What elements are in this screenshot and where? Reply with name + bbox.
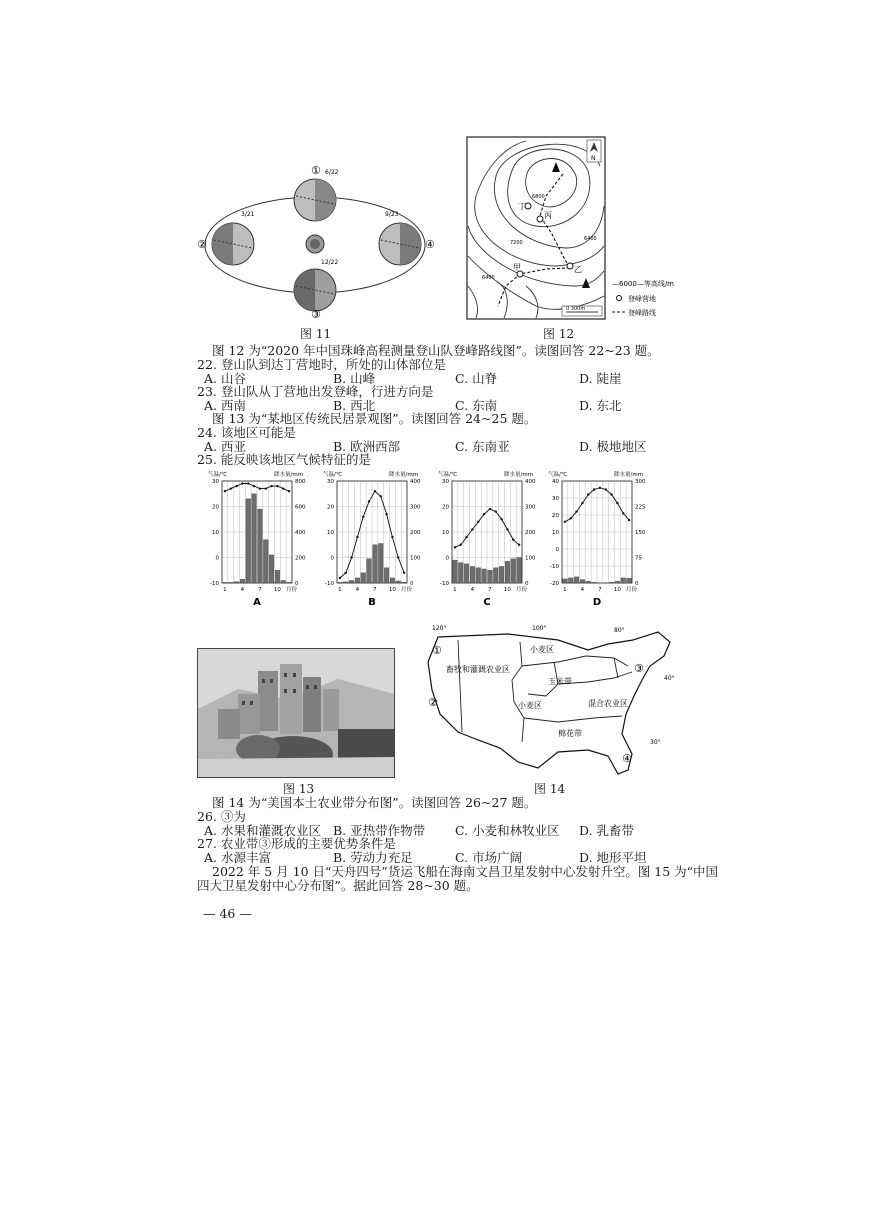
- precip-bar-B: [349, 580, 354, 583]
- q22-option-d: D. 陡崖: [579, 371, 622, 386]
- precip-tick-B: 100: [410, 555, 421, 562]
- temp-point-B: [403, 572, 405, 574]
- temp-point-B: [345, 572, 347, 574]
- precip-bar-C: [453, 560, 458, 583]
- temp-point-B: [385, 513, 387, 515]
- position-label-2: ②: [197, 238, 207, 251]
- precip-tick-B: 400: [410, 479, 421, 485]
- precip-bar-A: [234, 582, 239, 583]
- contour-label-0: 6800: [532, 194, 545, 200]
- region-corn-belt: 玉米带: [548, 677, 572, 686]
- legend-contour: —6000—等高线/m: [612, 280, 674, 288]
- temp-axis-label-B: 气温/℃: [323, 472, 343, 478]
- temp-tick-D: 40: [552, 479, 559, 485]
- scale-label: 0 300m: [566, 306, 586, 312]
- q26-option-a: A. 水果和灌溉农业区: [204, 823, 321, 838]
- precip-bar-D: [574, 577, 579, 583]
- month-tick-D: 7: [598, 587, 602, 593]
- precip-bar-A: [281, 580, 286, 583]
- chart-label-C: C: [483, 597, 491, 608]
- question-27-stem: 27. 农业带③形成的主要优势条件是: [197, 836, 396, 851]
- month-tick-D: 4: [580, 587, 585, 593]
- precip-bar-C: [464, 564, 469, 583]
- q23-option-b: B. 西北: [333, 398, 376, 413]
- temp-point-B: [380, 495, 382, 497]
- temp-point-D: [628, 519, 630, 521]
- intro-figure-12: 图 12 为“2020 年中国珠峰高程测量登山队登峰路线图”。读图回答 22~23 题。: [212, 343, 660, 358]
- temp-tick-C: -10: [440, 581, 449, 587]
- precip-tick-C: 100: [525, 555, 536, 562]
- region-cotton-belt: 棉花带: [558, 729, 582, 738]
- temp-tick-C: 0: [445, 555, 449, 562]
- temp-point-B: [356, 536, 358, 538]
- coord-40: 40°: [664, 675, 675, 682]
- precip-bar-C: [517, 558, 522, 584]
- figure-12-contour-map: [466, 136, 676, 321]
- intro-figure-13: 图 13 为“某地区传统民居景观图”。读图回答 24~25 题。: [212, 411, 537, 426]
- precip-bar-C: [511, 559, 516, 583]
- climate-chart-B: [323, 470, 421, 608]
- month-tick-D: 1: [563, 587, 567, 593]
- precip-bar-A: [269, 555, 274, 583]
- precip-bar-B: [390, 578, 395, 583]
- coord-120: 120°: [432, 625, 447, 632]
- precip-bar-A: [275, 570, 280, 583]
- precip-bar-D: [609, 582, 614, 583]
- map-circle-1: ①: [432, 644, 442, 657]
- precip-bar-A: [252, 494, 257, 583]
- temp-tick-B: 20: [327, 504, 334, 511]
- temp-point-C: [477, 521, 479, 523]
- point-label-jia: 甲: [513, 263, 521, 272]
- temp-point-A: [241, 482, 243, 484]
- temp-point-C: [512, 538, 514, 540]
- precip-bar-C: [476, 568, 481, 583]
- month-tick-B: 4: [355, 587, 360, 593]
- chart-label-B: B: [368, 597, 376, 608]
- traditional-dwellings-image: [198, 649, 394, 777]
- temp-point-A: [288, 490, 290, 492]
- intro-figure-14: 图 14 为“美国本土农业带分布图”。读图回答 26~27 题。: [212, 795, 537, 810]
- precip-bar-D: [563, 579, 568, 583]
- q27-option-b: B. 劳动力充足: [333, 850, 413, 865]
- temp-point-D: [610, 493, 612, 495]
- precip-bar-A: [258, 509, 263, 583]
- temp-point-C: [500, 518, 502, 520]
- region-livestock-irrigation: 畜牧和灌溉农业区: [446, 665, 510, 674]
- precip-bar-B: [338, 582, 343, 583]
- precip-bar-A: [246, 499, 251, 583]
- precip-bar-A: [287, 582, 292, 583]
- temp-point-C: [454, 546, 456, 548]
- temp-tick-D: 30: [552, 496, 559, 502]
- temp-point-B: [374, 490, 376, 492]
- temp-point-C: [460, 544, 462, 546]
- climate-chart-A: [208, 470, 306, 608]
- precip-bar-C: [493, 568, 498, 583]
- q24-option-d: D. 极地地区: [579, 439, 647, 454]
- coord-100: 100°: [532, 625, 547, 632]
- precip-bar-B: [396, 581, 401, 583]
- figure-14-usa-map: [418, 622, 678, 782]
- temp-point-D: [593, 488, 595, 490]
- temp-point-C: [495, 510, 497, 512]
- precip-bar-D: [586, 581, 591, 583]
- camp-bing: [537, 216, 543, 222]
- precip-tick-A: 400: [295, 530, 306, 536]
- precip-tick-C: 0: [525, 581, 529, 587]
- figure-13-caption: 图 13: [283, 782, 315, 796]
- map-circle-3: ③: [634, 662, 644, 675]
- month-axis-label-D: 月份: [626, 587, 638, 593]
- temp-point-B: [391, 536, 393, 538]
- contour-label-3: 6400: [482, 275, 495, 281]
- precip-bar-A: [240, 579, 245, 583]
- temp-axis-label-D: 气温/℃: [548, 472, 568, 478]
- precip-bar-A: [263, 540, 268, 583]
- temp-axis-label-C: 气温/℃: [438, 472, 458, 478]
- q26-option-c: C. 小麦和林牧业区: [455, 823, 560, 838]
- temp-point-B: [397, 556, 399, 558]
- temp-tick-A: -10: [210, 581, 219, 587]
- precip-tick-A: 600: [295, 504, 306, 511]
- temp-point-A: [270, 485, 272, 487]
- figure-11-caption: 图 11: [300, 327, 332, 341]
- q24-option-c: C. 东南亚: [455, 439, 510, 454]
- temp-point-D: [575, 510, 577, 512]
- legend-route: 登峰路线: [628, 309, 656, 317]
- q27-option-c: C. 市场广阔: [455, 850, 523, 865]
- q27-option-a: A. 水源丰富: [204, 850, 271, 865]
- temp-point-A: [282, 487, 284, 489]
- month-tick-B: 1: [338, 587, 342, 593]
- intro-figure-15-line1: 2022 年 5 月 10 日“天舟四号”货运飞船在海南文昌卫星发射中心发射升空。图 15 为“中国: [212, 864, 719, 879]
- temp-point-A: [230, 487, 232, 489]
- figure-11-orbit-diagram: [195, 160, 440, 320]
- temp-point-B: [368, 500, 370, 502]
- question-23-stem: 23. 登山队从丁营地出发登峰，行进方向是: [197, 384, 434, 399]
- temp-tick-A: 0: [215, 555, 219, 562]
- month-tick-A: 1: [223, 587, 227, 593]
- precip-axis-label-C: 降水量/mm: [504, 472, 534, 478]
- climate-chart-D: [548, 470, 646, 608]
- precip-bar-C: [482, 569, 487, 583]
- precip-axis-label-A: 降水量/mm: [274, 472, 304, 478]
- point-label-yi: 乙: [574, 265, 582, 274]
- precip-bar-C: [499, 566, 504, 583]
- precip-bar-B: [378, 543, 383, 583]
- temp-point-D: [581, 502, 583, 504]
- precip-bar-C: [458, 563, 463, 583]
- temp-point-D: [605, 488, 607, 490]
- month-tick-A: 4: [240, 587, 245, 593]
- earth-position-4: [379, 223, 421, 265]
- climate-charts-group: [200, 465, 670, 613]
- region-wheat-north: 小麦区: [530, 645, 554, 654]
- date-label-0: 6/22: [325, 169, 339, 176]
- precip-tick-C: 300: [525, 504, 536, 511]
- precip-tick-B: 200: [410, 530, 421, 536]
- temp-tick-C: 10: [442, 530, 449, 536]
- date-label-3: 12/22: [321, 259, 339, 266]
- q22-option-b: B. 山峰: [333, 371, 376, 386]
- precip-tick-C: 200: [525, 530, 536, 536]
- month-tick-B: 10: [388, 587, 396, 593]
- temp-point-A: [265, 487, 267, 489]
- q22-option-a: A. 山谷: [204, 371, 246, 386]
- temp-point-B: [339, 577, 341, 579]
- temp-tick-B: 10: [327, 530, 334, 536]
- precip-bar-C: [488, 570, 493, 583]
- precip-bar-B: [361, 573, 366, 583]
- month-tick-B: 7: [373, 587, 377, 593]
- temp-point-D: [587, 493, 589, 495]
- month-tick-C: 4: [470, 587, 475, 593]
- precip-tick-A: 800: [295, 479, 306, 485]
- month-tick-A: 10: [273, 587, 281, 593]
- temp-point-D: [599, 487, 601, 489]
- q23-option-d: D. 东北: [579, 398, 622, 413]
- temp-tick-C: 30: [442, 479, 449, 485]
- precip-bar-B: [402, 582, 407, 583]
- month-axis-label-B: 月份: [401, 587, 413, 593]
- precip-bar-B: [355, 578, 360, 583]
- precip-tick-D: 150: [635, 530, 646, 536]
- month-axis-label-A: 月份: [286, 587, 298, 593]
- figure-12-caption: 图 12: [543, 327, 575, 341]
- precip-bar-D: [568, 578, 573, 583]
- temp-point-A: [253, 485, 255, 487]
- q24-option-b: B. 欧洲西部: [333, 439, 401, 454]
- date-label-1: 3/21: [241, 211, 255, 218]
- precip-tick-A: 200: [295, 555, 306, 562]
- precip-bar-C: [470, 566, 475, 583]
- temp-point-C: [471, 528, 473, 530]
- temp-tick-A: 10: [212, 530, 219, 536]
- north-label: N: [591, 155, 596, 162]
- precip-bar-B: [384, 568, 389, 583]
- north-arrow-icon: [587, 140, 601, 162]
- climate-chart-C: [438, 470, 536, 608]
- temp-point-B: [350, 556, 352, 558]
- precip-tick-D: 0: [635, 581, 639, 587]
- temp-tick-D: 0: [555, 547, 559, 553]
- temp-point-D: [564, 521, 566, 523]
- month-tick-C: 10: [503, 587, 511, 593]
- temp-axis-label-A: 气温/℃: [208, 472, 228, 478]
- position-label-1: ①: [311, 164, 321, 177]
- temp-point-C: [465, 536, 467, 538]
- temp-tick-D: -10: [550, 564, 559, 570]
- precip-tick-B: 0: [410, 581, 414, 587]
- precip-bar-D: [621, 578, 626, 583]
- temp-tick-B: -10: [325, 581, 334, 587]
- figure-14-caption: 图 14: [534, 782, 566, 796]
- position-label-4: ④: [425, 238, 435, 251]
- month-tick-A: 7: [258, 587, 262, 593]
- coord-30: 30°: [650, 739, 661, 746]
- intro-figure-15-line2: 四大卫星发射中心分布图”。据此回答 28~30 题。: [197, 878, 479, 893]
- q22-option-c: C. 山脊: [455, 371, 498, 386]
- temp-point-A: [259, 487, 261, 489]
- precip-bar-D: [592, 582, 597, 583]
- legend-camp: 登峰营地: [628, 295, 656, 303]
- temp-point-D: [570, 517, 572, 519]
- question-22-stem: 22. 登山队到达丁营地时，所处的山体部位是: [197, 357, 446, 372]
- temp-point-A: [247, 482, 249, 484]
- q26-option-d: D. 乳畜带: [579, 823, 635, 838]
- temp-point-A: [224, 490, 226, 492]
- q23-option-c: C. 东南: [455, 398, 498, 413]
- temp-point-C: [518, 544, 520, 546]
- coord-80: 80°: [614, 627, 625, 634]
- earth-position-1: [294, 179, 336, 221]
- precip-bar-D: [580, 580, 585, 583]
- month-tick-C: 7: [488, 587, 492, 593]
- precip-bar-B: [373, 545, 378, 583]
- temp-point-A: [276, 485, 278, 487]
- question-26-stem: 26. ③为: [197, 809, 246, 824]
- contour-label-2: 6400: [584, 236, 597, 242]
- q23-option-a: A. 西南: [204, 398, 246, 413]
- precip-axis-label-D: 降水量/mm: [614, 472, 644, 478]
- precip-tick-B: 300: [410, 504, 421, 511]
- map-circle-4: ④: [622, 752, 632, 765]
- temp-tick-D: -20: [550, 581, 559, 587]
- precip-bar-A: [223, 582, 228, 583]
- month-tick-C: 1: [453, 587, 457, 593]
- precip-tick-A: 0: [295, 581, 299, 587]
- temp-tick-D: 20: [552, 513, 559, 519]
- point-label-bing: 丙: [544, 211, 552, 220]
- temp-point-A: [235, 485, 237, 487]
- temp-point-C: [483, 513, 485, 515]
- precip-tick-C: 400: [525, 479, 536, 485]
- temp-tick-A: 20: [212, 504, 219, 511]
- temp-point-D: [616, 502, 618, 504]
- precip-bar-D: [627, 578, 632, 583]
- temp-tick-C: 20: [442, 504, 449, 511]
- question-25-stem: 25. 能反映该地区气候特征的是: [197, 452, 371, 467]
- page-number: — 46 —: [203, 906, 252, 921]
- earth-position-3: [294, 269, 336, 311]
- chart-label-D: D: [592, 597, 602, 608]
- temp-tick-A: 30: [212, 479, 219, 485]
- q24-option-a: A. 西亚: [204, 439, 246, 454]
- q26-option-b: B. 亚热带作物带: [333, 823, 426, 838]
- month-tick-D: 10: [613, 587, 621, 593]
- month-axis-label-C: 月份: [516, 587, 528, 593]
- temp-tick-D: 10: [552, 530, 559, 536]
- temp-point-D: [622, 512, 624, 514]
- position-label-3: ③: [311, 308, 321, 320]
- point-label-ding: 丁: [518, 202, 526, 211]
- temp-point-C: [489, 508, 491, 510]
- precip-tick-D: 300: [635, 479, 646, 485]
- camp-yi: [567, 263, 573, 269]
- date-label-2: 9/23: [385, 211, 399, 218]
- precip-bar-A: [228, 582, 233, 583]
- precip-bar-C: [505, 561, 510, 583]
- temp-point-C: [506, 528, 508, 530]
- region-wheat-south: 小麦区: [518, 701, 542, 710]
- temp-point-B: [362, 516, 364, 518]
- precip-bar-B: [343, 582, 348, 583]
- temp-tick-B: 0: [330, 555, 334, 562]
- question-24-stem: 24. 该地区可能是: [197, 425, 296, 440]
- precip-tick-D: 75: [635, 555, 642, 562]
- region-mixed-farming: 混合农业区: [588, 699, 628, 708]
- earth-position-2: [212, 223, 254, 265]
- q27-option-d: D. 地形平坦: [579, 850, 647, 865]
- contour-label-1: 7200: [510, 240, 523, 246]
- precip-bar-B: [367, 559, 372, 583]
- precip-bar-D: [615, 581, 620, 583]
- precip-tick-D: 225: [635, 504, 646, 511]
- figure-13-photo: [197, 648, 395, 778]
- precip-axis-label-B: 降水量/mm: [389, 472, 419, 478]
- chart-label-A: A: [253, 597, 261, 608]
- map-circle-2: ②: [428, 696, 438, 709]
- temp-tick-B: 30: [327, 479, 334, 485]
